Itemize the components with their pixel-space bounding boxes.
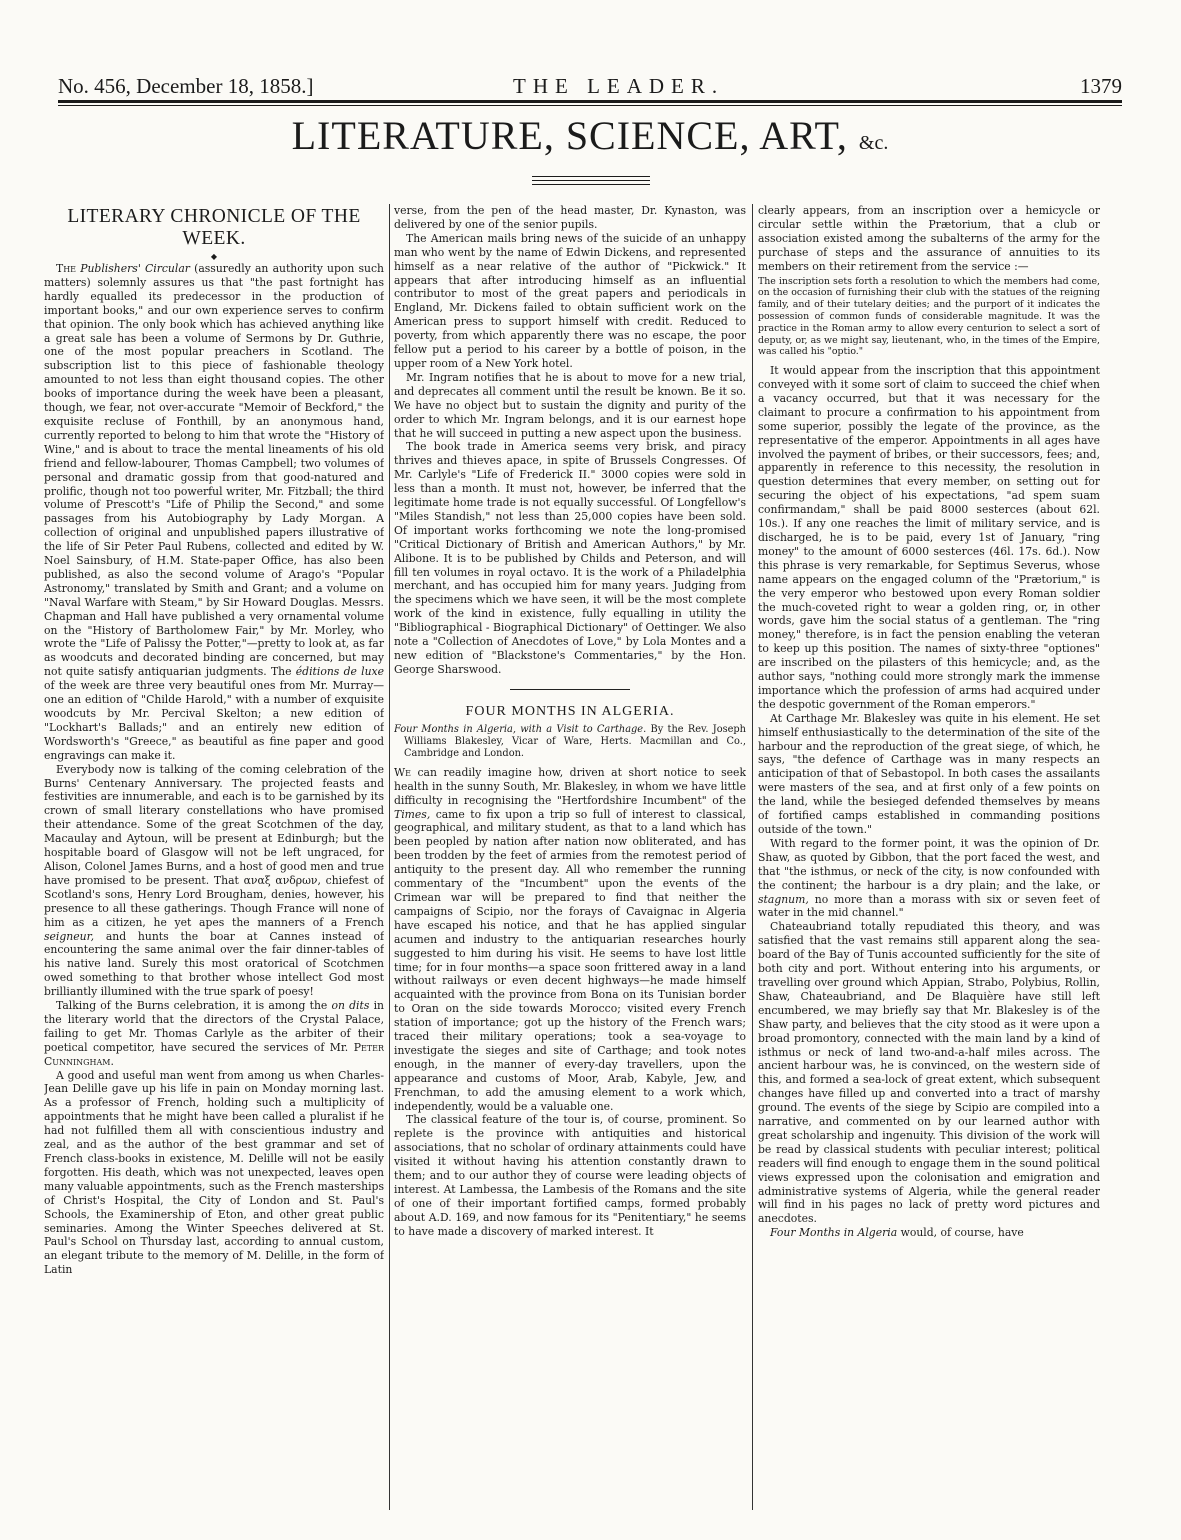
paragraph-text: of the week are three very beautiful ones from Mr. Murray—one an edition of "Childe Harold," with a number of exquisite woodcuts by Mr. Percival Skelton; a new edition of "Lockhart's Ballads;" and an entirely new edition of Wordsworth's "Greece," as beautiful as fine paper and good engravings can make it. <box>44 679 384 762</box>
paragraph <box>394 1113 746 1238</box>
paragraph-text: and hunts the boar at Cannes instead of encountering the same animal over the fair dinner-tables of his native land. Surely this most oratorical of Scotchmen owed something to that brother whose intellect God most brilliantly illumined with the true spark of poesy! <box>44 929 384 999</box>
paper-name: THE LEADER. <box>513 74 725 98</box>
paragraph-text: (assuredly an authority upon such matters) solemnly assures us that "the past fortnight has hardly equalled its predecessor in the production of important books," and our own experience serves to confirm that opinion. The only book which has achieved anything like a great sale has been a volume of Sermons by Dr. Guthrie, one of the most popular preachers in Scotland. The subscription list to this piece of fashionable theology amounted to not less than eight thousand copies. The other books of importance during the week have been a pleasant, though, we fear, not over-accurate "Memoir of Beckford," the exquisite recluse of Fonthill, by an anonymous hand, currently reported to belong to him that wrote the "History of Wine," and is about to trace the mental lineaments of his old friend and fellow-labourer, Thomas Campbell; two volumes of personal and dramatic gossip from that good-natured and prolific, though not too powerful writer, Mr. Fitzball; the third volume of Prescott's "Life of Philip the Second," and some passages from his Autobiography by Lady Morgan. A collection of original and unpublished papers illustrative of the life of Sir Peter Paul Rubens, collected and edited by W. Noel Sainsbury, of H.M. State-paper Office, has also been published, as also the second volume of Arago's "Popular Astronomy," translated by Smith and Grant; and a volume on "Naval Warfare with Steam," by Sir Howard Douglas. Messrs. Chapman and Hall have published a very ornamental volume on the "History of Bartholomew Fair," by Mr. Morley, who wrote the "Life of Palissy the Potter,"—pretty to look at, as far as woodcuts and decorated binding are concerned, but may not quite satisfy antiquarian judgments. The <box>44 262 384 679</box>
paragraph-text: verse, from the pen of the head master, Dr. Kynaston, was delivered by one of the senior pupils. <box>394 204 746 231</box>
paragraph-text: can readily imagine how, driven at short notice to seek health in the sunny South, Mr. Blakesley, in whom we have little difficulty in recognising the "Hertfordshire Incumbent" of the <box>394 765 746 807</box>
italic-text: Publishers' Circular <box>80 262 190 275</box>
title-ornament: ◆ <box>210 252 218 261</box>
paragraph-text: would, of course, have <box>900 1226 1024 1240</box>
paragraph-text: Talking of the Burns celebration, it is among the <box>56 999 328 1013</box>
title-rule-2 <box>532 180 650 181</box>
section-title-text: LITERATURE, SCIENCE, ART, <box>291 113 848 158</box>
column-3 <box>758 204 1100 1514</box>
book-citation <box>394 724 746 760</box>
paragraph-text: A good and useful man went from among us when Charles-Jean Delille gave up his life in pain on Monday morning last. As a professor of French, holding such a multiplicity of appointments that he might have been called a pluralist if he had not fulfilled them all with conscientious industry and zeal, and as the author of the best grammar and set of French class-books in existence, M. Delille will not be easily forgotten. His death, which was not unexpected, leaves open many valuable appointments, such as the French masterships of Christ's Hospital, the City of London and St. Paul's Schools, the Examinership of Eton, and other great public seminaries. Among the Winter Speeches delivered at St. Paul's School on Thursday last, according to annual custom, an elegant tribute to the memory of M. Delille, in the form of Latin <box>44 1068 384 1277</box>
paragraph <box>44 763 384 999</box>
issue-line: No. 456, December 18, 1858.] <box>58 74 314 98</box>
paragraph <box>758 1226 1100 1240</box>
paragraph <box>758 204 1100 274</box>
masthead <box>58 72 1122 102</box>
paragraph-text: in the literary world that the directors of the Crystal Palace, failing to get Mr. Thomas Carlyle as the arbiter of their poetical competitor, have secured the services of Mr. <box>44 999 384 1054</box>
column-1 <box>44 204 384 1514</box>
title-rule-3 <box>532 184 650 185</box>
paragraph <box>394 440 746 676</box>
drop-word: The <box>56 262 77 275</box>
section-title-etc: &c. <box>858 132 889 154</box>
small-caps-name: Peter Cunningham. <box>44 1040 384 1068</box>
chronicle-title: LITERARY CHRONICLE OF THE WEEK. <box>67 206 361 249</box>
paragraph-text: Chateaubriand totally repudiated this theory, and was satisfied that the vast remains still apparent along the sea-board of the Bay of Tunis accounted sufficiently for the site of both city and port. Without entering into his arguments, or travelling over ground which Appian, Strabo, Polybius, Rollin, Shaw, Chateaubriand, and De Blaquière have still left encumbered, we may briefly say that Mr. Blakesley is of the Shaw party, and believes that the city stood as it were upon a broad promontory, connected with the main land by a kind of isthmus or neck of land two-and-a-half miles across. The ancient harbour was, he is convinced, on the western side of this, and formed a sea-lock of great extent, which subsequent changes have filled up and converted into a tract of marshy ground. The events of the siege by Scipio are compiled into a narrative, and commented on by our learned author with great scholarship and ingenuity. This division of the work will be read by classical students with peculiar interest; political readers will find enough to engage them in the sound political views expressed upon the colonisation and emigration and administrative systems of Algeria, while the general reader will find in his pages no lack of pretty word pictures and anecdotes. <box>758 920 1100 1226</box>
paragraph-text: no more than a morass with six or seven feet of water in the mid channel." <box>758 892 1100 920</box>
italic-text: Four Months in Algeria <box>770 1226 898 1240</box>
paragraph-text: It would appear from the inscription that this appointment conveyed with it some sort of claim to succeed the chief when a vacancy occurred, but that it was necessary for the claimant to procure a confirmation to his appointment from some superior, possibly the legate of the province, as the representative of the emperor. Appointments in all ages have involved the payment of bribes, or their successors, fees; and, apparently in reference to this necessity, the resolution in question determines that every member, on setting out for securing the object of his expectations, "ad spem suam confirmandam," shall be paid 8000 sesterces (about 62l. 10s.). If any one reaches the limit of military service, and is discharged, he is to be paid, every 1st of January, "ring money" to the amount of 6000 sesterces (46l. 17s. 6d.). Now this phrase is very remarkable, for Septimus Severus, whose name appears on the engaged column of the "Prætorium," is the very emperor who bestowed upon every Roman soldier the much-coveted right to wear a golden ring, or, in other words, gave him the social status of a gentleman. The "ring money," therefore, is in fact the pension enabling the veteran to keep up this position. The names of sixty-three "optiones" are inscribed on the pilasters of this hemicycle; and, as the author says, "nothing could more strongly mark the immense importance which the profession of arms had acquired under the despotic government of the Roman emperors." <box>758 364 1100 711</box>
page-number: 1379 <box>1080 74 1122 98</box>
block-quote: The inscription sets forth a resolution to which the members had come, on the occasion of furnishing their club with the statues of the reigning family, and of their tutelary deities; and the purport of it indicates the possession of common funds of considerable magnitude. It was the practice in the Roman army to allow every centurion to select a sort of deputy, or, as we might say, lieutenant, who, in the times of the Empire, was called his "optio." <box>758 275 1100 358</box>
paragraph-text: The classical feature of the tour is, of course, prominent. So replete is the province with antiquities and historical associations, that no scholar of ordinary attainments could have visited it without having his attention constantly drawn to them; and to our author they of course were leading objects of interest. At Lambessa, the Lambesis of the Romans and the site of one of their important fortified camps, formed probably about A.D. 169, and now famous for its "Penitentiary," he seems to have made a discovery of marked interest. It <box>394 1113 746 1238</box>
paragraph <box>394 766 746 1114</box>
paragraph <box>758 712 1100 837</box>
paragraph-text: The American mails bring news of the suicide of an unhappy man who went by the name of Edwin Dickens, and represented himself as a near relative of the author of "Pickwick." It appears that after introducing himself as an influential contributor to most of the great papers and periodicals in England, Mr. Dickens failed to obtain sufficient work on the American press to support himself with credit. Reduced to poverty, from which apparently there was no escape, the poor fellow put a period to his career by a bottle of poison, in the upper room of a New York hotel. <box>394 231 746 370</box>
citation-text: By the Rev. Joseph Williams Blakesley, Vicar of Ware, Herts. Macmillan and Co., Cambridge and London. <box>404 723 746 759</box>
paragraph <box>758 364 1100 712</box>
italic-text: éditions de luxe <box>295 665 384 679</box>
italic-text: Times, <box>394 807 431 821</box>
drop-word: We <box>394 765 411 779</box>
paragraph <box>758 837 1100 920</box>
paragraph-text: At Carthage Mr. Blakesley was quite in his element. He set himself enthusiastically to the determination of the site of the harbour and the reproduction of the great siege, of which, he says, "the defence of Carthage was in many respects an anticipation of that of Sebastopol. In both cases the assailants were masters of the sea, and at first only of a few points on the land, while the besieged defended themselves by means of fortified camps established in commanding positions outside of the town." <box>758 711 1100 837</box>
column-rule-1 <box>389 204 390 1510</box>
italic-text: on dits <box>331 999 370 1013</box>
paragraph-text: Mr. Ingram notifies that he is about to move for a new trial, and deprecates all comment until the result be known. Be it so. We have no object but to sustain the dignity and purity of the order to which Mr. Ingram belongs, and it is our earnest hope that he will succeed in putting a new aspect upon the business. <box>394 370 746 440</box>
paragraph <box>394 204 746 232</box>
paragraph-text: came to fix upon a trip so full of interest to classical, geographical, and military student, as that to a land which has been peopled by nation after nation now obliterated, and has been trodden by the feet of armies from the remotest period of antiquity to the present day. All who remember the running commentary of the "Incumbent" upon the events of the Crimean war will be prepared to find that neither the campaigns of Scipio, nor the forays of Cavaignac in Algeria have escaped his notice, and that he has applied singular acumen and industry to the antiquarian researches hourly suggested to him during his visit. He seems to have lost little time; for in four months—a space soon frittered away in a land without railways or even decent highways—he made himself acquainted with the province from Bona on its Tunisian border to Oran on the side towards Morocco; visited every French station of importance; got up the history of the French wars; traced their military operations; took a sea-voyage to investigate the sieges and site of Carthage; and took notes enough, in the manner of every-day travellers, upon the appearance and customs of Moor, Arab, Kabyle, Jew, and Frenchman, to add the amusing element to a work which, independently, would be a valuable one. <box>394 807 746 1113</box>
paragraph <box>394 232 746 371</box>
italic-text: Four Months in Algeria, with a Visit to Carthage. <box>394 723 647 735</box>
header-rule-thick <box>58 100 1122 103</box>
column-rule-2 <box>752 204 753 1510</box>
paragraph-text: With regard to the former point, it was the opinion of Dr. Shaw, as quoted by Gibbon, that the port faced the west, and that "the isthmus, or neck of the city, is now confounded with the continent; the harbour is a dry plain; and the lake, or <box>758 836 1100 892</box>
article-separator-rule <box>510 689 630 690</box>
paragraph <box>44 1069 384 1278</box>
header-rule-thin <box>58 105 1122 106</box>
paragraph-text: Everybody now is talking of the coming celebration of the Burns' Centenary Anniversary. The projected feasts and festivities are innumerable, and each is to be garnished by its crown of small literary constellations who have promised their attendance. Some of the great Scotchmen of the day, Macaulay and Aytoun, will be present at Edinburgh; but the hospitable board of Glasgow will not be left ungraced, for Alison, Colonel James Burns, and a host of good men and true have promised to be present. That αναξ ανδρων, chiefest of Scotland's sons, Henry Lord Brougham, denies, however, his presence to all these gatherings. Though France will none of him as a citizen, he yet apes the manners of a French <box>44 762 384 929</box>
paragraph-text: The book trade in America seems very brisk, and piracy thrives and thieves apace, in spite of Brussels Congresses. Of Mr. Carlyle's "Life of Frederick II." 3000 copies were sold in less than a month. It must not, however, be inferred that the legitimate home trade is not equally successful. Of Longfellow's "Miles Standish," not less than 25,000 copies have been sold. Of important works forthcoming we note the long-promised "Critical Dictionary of British and American Authors," by Mr. Alibone. It is to be published by Childs and Peterson, and will fill ten volumes in royal octavo. It is the work of a Philadelphia merchant, and has occupied him for many years. Judging from the specimens which we have seen, it will be the most complete work of the kind in existence, fully equalling in utility the "Bibliographical - Biographical Dictionary" of Oettinger. We also note a "Collection of Anecdotes of Love," by Lola Montes and a new edition of "Blackstone's Commentaries," by the Hon. George Sharswood. <box>394 440 746 676</box>
paragraph-text: clearly appears, from an inscription over a hemicycle or circular settle within the Prætorium, that a club or association existed among the subalterns of the army for the purchase of steps and the assurance of annuities to its members on their retirement from the service :— <box>758 204 1100 273</box>
title-rule-1 <box>532 176 650 177</box>
paragraph <box>394 371 746 441</box>
italic-text: seigneur, <box>44 929 94 943</box>
paragraph <box>758 920 1100 1226</box>
italic-text: stagnum, <box>758 892 809 906</box>
paragraph <box>44 999 384 1069</box>
paragraph <box>44 262 384 763</box>
column-2 <box>394 204 746 1514</box>
article-title: FOUR MONTHS IN ALGERIA. <box>465 703 675 719</box>
section-title <box>58 112 1122 159</box>
